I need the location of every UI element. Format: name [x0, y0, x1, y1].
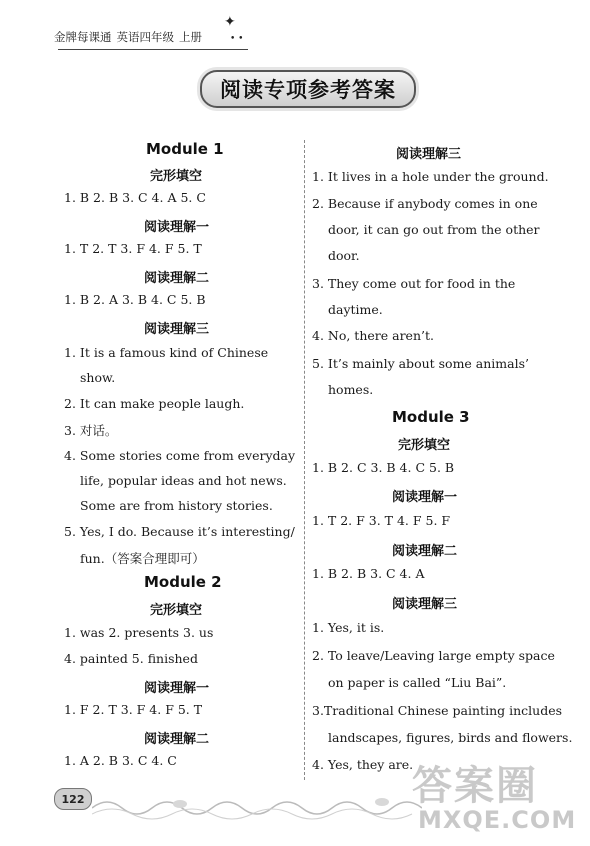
m3-r3-line-1: 1. Yes, it is.: [312, 620, 385, 635]
m2-reading-1-answers: 1. F 2. T 3. F 4. F 5. T: [64, 702, 203, 717]
m1-section-reading-3: 阅读理解三: [144, 322, 210, 337]
m1-reading-1-answers: 1. T 2. T 3. F 4. F 5. T: [64, 241, 202, 256]
m1-cloze-answers: 1. B 2. B 3. C 4. A 5. C: [64, 190, 206, 205]
m1-section-reading-2: 阅读理解二: [144, 271, 210, 286]
m1-section-cloze: 完形填空: [150, 169, 203, 184]
title-banner: [200, 70, 416, 108]
dots-icon: • •: [230, 34, 244, 44]
m3-r3-line-4: 3.Traditional Chinese painting includes: [312, 703, 563, 718]
m3-section-reading-2: 阅读理解二: [392, 544, 458, 559]
m1-r3-line-3: 2. It can make people laugh.: [64, 396, 245, 411]
m3-section-cloze: 完形填空: [398, 438, 451, 453]
m1-r3-line-9: fun.（答案合理即可）: [80, 551, 205, 566]
m2-section-reading-2: 阅读理解二: [144, 732, 210, 747]
m2-r3-line-8: 5. It’s mainly about some animals’: [312, 356, 529, 371]
m1-r3-line-8: 5. Yes, I do. Because it’s interesting/: [64, 524, 295, 539]
m2-r3-line-6: daytime.: [328, 302, 383, 317]
m3-r3-line-2: 2. To leave/Leaving large empty space: [312, 648, 555, 663]
module-3-heading: Module 3: [392, 408, 470, 426]
header-volume: 上册: [179, 30, 202, 44]
column-divider: [304, 140, 305, 780]
m1-r3-line-5: 4. Some stories come from everyday: [64, 448, 296, 463]
m1-r3-line-2: show.: [80, 370, 116, 385]
star-icon: ✦: [224, 14, 236, 30]
m2-cloze-answers-1: 1. was 2. presents 3. us: [64, 625, 214, 640]
running-header: [54, 26, 202, 48]
module-2-heading: Module 2: [144, 573, 222, 591]
m2-r3-line-2: 2. Because if anybody comes in one: [312, 196, 538, 211]
m2-reading-2-answers: 1. A 2. B 3. C 4. C: [64, 753, 177, 768]
wave-decoration-icon: [92, 790, 422, 820]
m2-section-cloze: 完形填空: [150, 603, 203, 618]
m3-reading-1-answers: 1. T 2. F 3. T 4. F 5. F: [312, 513, 451, 528]
m3-r3-line-6: 4. Yes, they are.: [312, 757, 414, 772]
m2-r3-line-4: door.: [328, 248, 360, 263]
m3-section-reading-3: 阅读理解三: [392, 597, 458, 612]
watermark-logo: 答案圈: [412, 763, 538, 809]
header-subject: 英语四年级: [116, 30, 174, 44]
m2-r3-line-5: 3. They come out for food in the: [312, 276, 516, 291]
m2-section-reading-3: 阅读理解三: [396, 147, 462, 162]
m3-section-reading-1: 阅读理解一: [392, 490, 458, 505]
header-book: 金牌每课通: [54, 30, 112, 44]
m1-r3-line-4: 3. 对话。: [64, 423, 118, 438]
m2-section-reading-1: 阅读理解一: [144, 681, 210, 696]
m1-section-reading-1: 阅读理解一: [144, 220, 210, 235]
m2-cloze-answers-2: 4. painted 5. finished: [64, 651, 198, 666]
m3-r3-line-5: landscapes, figures, birds and flowers.: [328, 730, 573, 745]
m3-cloze-answers: 1. B 2. C 3. B 4. C 5. B: [312, 460, 455, 475]
m3-reading-2-answers: 1. B 2. B 3. C 4. A: [312, 566, 425, 581]
header-rule: [58, 49, 248, 50]
m1-reading-2-answers: 1. B 2. A 3. B 4. C 5. B: [64, 292, 206, 307]
page-number: 122: [54, 788, 92, 810]
m1-r3-line-1: 1. It is a famous kind of Chinese: [64, 345, 269, 360]
m1-r3-line-6: life, popular ideas and hot news.: [80, 473, 287, 488]
m2-r3-line-7: 4. No, there aren’t.: [312, 328, 434, 343]
m1-r3-line-7: Some are from history stories.: [80, 498, 273, 513]
module-1-heading: Module 1: [146, 140, 224, 158]
watermark-url: MXQE.COM: [418, 806, 577, 834]
m2-r3-line-9: homes.: [328, 382, 374, 397]
m2-r3-line-1: 1. It lives in a hole under the ground.: [312, 169, 549, 184]
m3-r3-line-3: on paper is called “Liu Bai”.: [328, 675, 507, 690]
page-title: 阅读专项参考答案: [220, 78, 396, 102]
m2-r3-line-3: door, it can go out from the other: [328, 222, 540, 237]
